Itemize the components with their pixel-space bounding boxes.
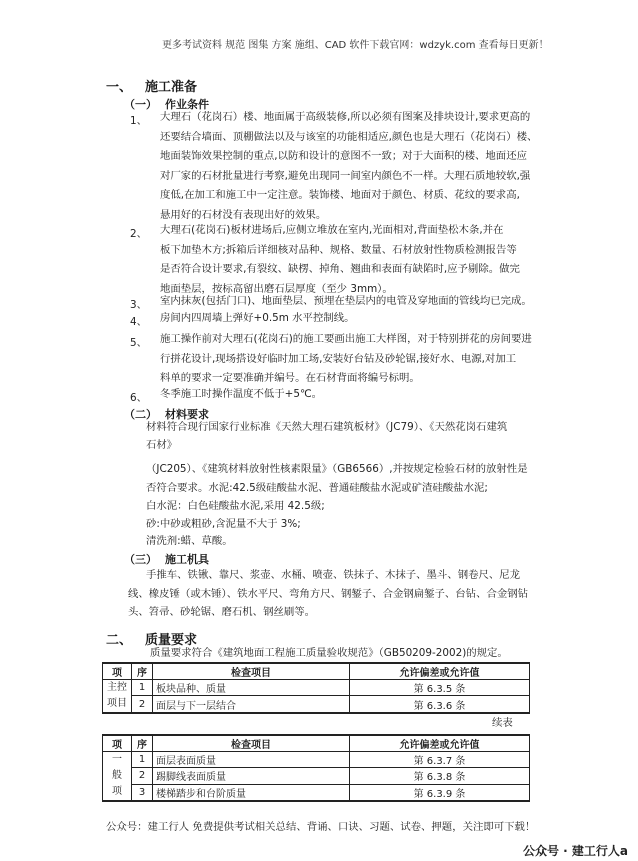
table-row: 1 <box>132 752 153 768</box>
table1-header-item: 检查项目 <box>153 663 350 680</box>
subsection2-title: 材料要求 <box>165 408 209 421</box>
table2-row3-value: 第 6.3.9 条 <box>350 784 530 801</box>
table1-row2-value: 第 6.3.6 条 <box>350 696 530 713</box>
item1-text: 大理石（花岗石）楼、地面属于高级装修,所以必须有图案及排块设计,要求更高的 还要结合墙面、顶棚做法以及与该室的功能相适应,颜色也是大理石（花岗石）楼、 地面装饰效果控制的重点,以防和设计的意图不一致；对于大面积的楼、地面还应 对厂家的石材批量进行考察,避免出现同一间室内颜色不一样。大理石质地较软,强 度低,在加工和施工中一定注意。装饰楼、地面对于颜色、材质、花纹的要求高, 悬用好的石材没有表现出好的效果。 <box>160 111 538 221</box>
table2-row1-item: 面层表面质量 <box>153 752 350 768</box>
subsection3-number: （三） <box>124 553 157 566</box>
page-header: 更多考试资料 规范 图集 方案 施组、CAD 软件下载官网：wdzyk.com 查看每日更新！ <box>162 40 549 51</box>
table2-row2-value: 第 6.3.8 条 <box>350 768 530 784</box>
materials-line-7: 清洗剂:蜡、草酸。 <box>146 535 233 547</box>
section1-number: 一、 <box>106 80 133 95</box>
section2-number: 二、 <box>106 633 133 648</box>
table1-group-cell: 主控 项目 <box>103 680 132 714</box>
table2-header-seq: 序 <box>132 735 153 752</box>
table1-row2-item: 面层与下一层结合 <box>153 696 350 713</box>
table2-header-group: 项 <box>103 735 132 752</box>
subsection3-title: 施工机具 <box>165 553 209 566</box>
table-row: 2 <box>132 768 153 784</box>
table-row: 2 <box>132 696 153 713</box>
table1-header-seq: 序 <box>132 663 153 680</box>
tools-line-2: 线、橡皮锤（或木锤）、铁水平尺、弯角方尺、钢錾子、合金钢扁錾子、台钻、合金钢钻 <box>128 588 529 600</box>
table1-header-value: 允许偏差或允许值 <box>350 663 530 680</box>
watermark: 公众号 · 建工行人a <box>523 844 629 858</box>
table2-row3-item: 楼梯踏步和台阶质量 <box>153 784 350 801</box>
table2-group-cell: 一 般 项 <box>103 752 132 802</box>
subsection2-number: （二） <box>124 408 157 421</box>
tools-line-1: 手推车、铁锹、靠尺、浆壶、水桶、喷壶、铁抹子、木抹子、墨斗、钢卷尺、尼龙 <box>146 569 521 581</box>
quality-intro: 质量要求符合《建筑地面工程施工质量验收规范》（GB50209-2002)的规定。 <box>150 647 508 659</box>
item3-number: 3、 <box>130 299 148 311</box>
materials-line-4: 否符合要求。水泥:42.5级硅酸盐水泥、普通硅酸盐水泥或矿渣硅酸盐水泥; <box>146 482 488 494</box>
item3-text: 室内抹灰(包括门口)、地面垫层、预埋在垫层内的电管及穿地面的管线均已完成。 <box>160 295 532 307</box>
subsection1-number: （一） <box>124 98 157 111</box>
table1-row1-item: 板块品种、质量 <box>153 680 350 696</box>
item2-text: 大理石(花岗石)板材进场后,应侧立堆放在室内,光面相对,背面垫松木条,并在 板下加垫木方;拆箱后详细核对品种、规格、数量、石材放射性物质检测报告等 是否符合设计要求,有裂纹、缺楞、掉角、翘曲和表面有缺陷时,应予剔除。做完 地面垫层，按标高留出磨石层厚度（至少 3mm）。 <box>160 224 520 295</box>
table2-row2-item: 踢脚线表面质量 <box>153 768 350 784</box>
table-row: 3 <box>132 784 153 801</box>
continued-label: 续表 <box>492 717 513 729</box>
table2-header-item: 检查项目 <box>153 735 350 752</box>
materials-line-5: 白水泥：白色硅酸盐水泥,采用 42.5级; <box>146 500 325 512</box>
page-footer: 公众号：建工行人 免费提供考试相关总结、背诵、口诀、习题、试卷、押题，关注即可下载！ <box>106 821 536 833</box>
table1-row1-value: 第 6.3.5 条 <box>350 680 530 696</box>
item5-text: 施工操作前对大理石(花岗石)的施工要画出施工大样图，对于特别拼花的房间要进 行拼花设计,现场搭设好临时加工场,安装好台钻及砂轮锯,接好水、电源,对加工 料单的要求一定要准确并编号。在石材背面将编号标明。 <box>160 333 532 384</box>
table2-row1-value: 第 6.3.7 条 <box>350 752 530 768</box>
table-row: 1 <box>132 680 153 696</box>
subsection1-title: 作业条件 <box>165 98 209 111</box>
item6-number: 6、 <box>130 392 148 404</box>
item6-text: 冬季施工时操作温度不低于+5℃。 <box>160 388 323 400</box>
item5-number: 5、 <box>130 337 148 349</box>
section2-title: 质量要求 <box>145 633 198 648</box>
materials-line-3: （JC205）、《建筑材料放射性核素限量》（GB6566）,并按规定检验石材的放射性是 <box>146 463 528 475</box>
materials-line-6: 砂:中砂或粗砂,含泥量不大于 3%; <box>146 518 301 530</box>
table2-header-value: 允许偏差或允许值 <box>350 735 530 752</box>
materials-line-2: 石材》 <box>146 439 178 451</box>
section1-title: 施工准备 <box>145 80 198 95</box>
quality-table-general <box>102 734 530 802</box>
materials-line-1: 材料符合现行国家行业标准《天然大理石建筑板材》（JC79）、《天然花岗石建筑 <box>146 421 508 433</box>
tools-line-3: 头、笤帚、砂轮锯、磨石机、钢丝刷等。 <box>128 606 316 618</box>
item1-number: 1、 <box>130 115 148 127</box>
table1-header-group: 项 <box>103 663 132 680</box>
item2-number: 2、 <box>130 228 148 240</box>
item4-number: 4、 <box>130 316 148 328</box>
quality-table-main <box>102 662 530 714</box>
item4-text: 房间内四周墙上弹好+0.5m 水平控制线。 <box>160 312 355 324</box>
